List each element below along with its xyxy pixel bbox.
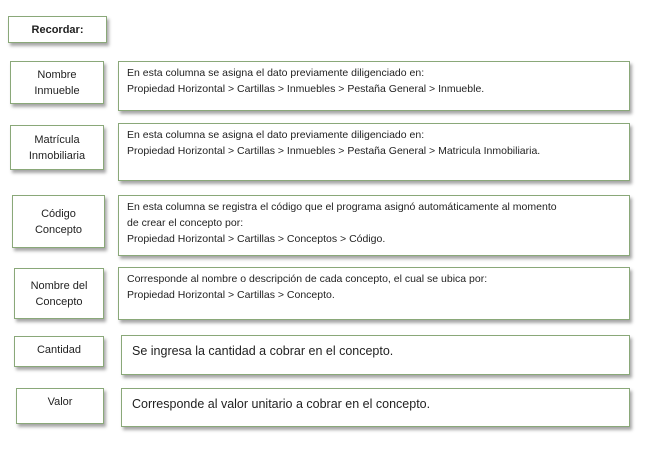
label-line: Inmobiliaria <box>28 149 86 162</box>
label-line: Código <box>41 207 76 220</box>
label-box-matricula-inmobiliaria <box>10 125 104 170</box>
desc-line: Propiedad Horizontal > Cartillas > Concepto. <box>127 289 335 301</box>
label-box-valor <box>16 388 104 424</box>
label-line: Cantidad <box>36 344 82 356</box>
desc-line: Propiedad Horizontal > Cartillas > Inmuebles > Pestaña General > Matricula Inmobiliaria. <box>127 145 541 157</box>
header-title: Recordar: <box>31 23 84 36</box>
label-line: Concepto <box>35 295 83 308</box>
desc-line: Corresponde al nombre o descripción de cada concepto, el cual se ubica por: <box>127 273 488 285</box>
desc-line: En esta columna se asigna el dato previamente diligenciado en: <box>127 67 425 79</box>
label-box-nombre-inmueble <box>10 61 104 104</box>
desc-line: En esta columna se asigna el dato previamente diligenciado en: <box>127 129 425 141</box>
label-line: Concepto <box>34 223 83 236</box>
desc-line: En esta columna se registra el código que el programa asignó automáticamente al momento <box>127 201 557 213</box>
desc-line: Propiedad Horizontal > Cartillas > Conceptos > Código. <box>127 233 386 245</box>
desc-line: Propiedad Horizontal > Cartillas > Inmuebles > Pestaña General > Inmueble. <box>127 83 485 95</box>
label-box-nombre-del-concepto <box>14 268 104 319</box>
desc-line: Se ingresa la cantidad a cobrar en el concepto. <box>132 344 394 358</box>
label-box-cantidad <box>14 336 104 367</box>
desc-box-matricula-inmobiliaria <box>118 123 630 181</box>
label-line: Valor <box>47 396 73 408</box>
desc-line: Corresponde al valor unitario a cobrar en el concepto. <box>132 397 431 411</box>
desc-box-valor <box>121 388 630 427</box>
recordar-header <box>8 16 107 43</box>
desc-box-nombre-del-concepto <box>118 267 630 320</box>
label-box-codigo-concepto <box>12 195 105 248</box>
label-line: Inmueble <box>34 84 80 97</box>
label-line: Nombre del <box>30 279 88 292</box>
desc-box-codigo-concepto <box>118 195 630 256</box>
label-line: Matrícula <box>34 133 80 146</box>
desc-line: de crear el concepto por: <box>127 217 244 229</box>
desc-box-cantidad <box>121 335 630 375</box>
desc-box-nombre-inmueble <box>118 61 630 111</box>
label-line: Nombre <box>37 68 77 81</box>
